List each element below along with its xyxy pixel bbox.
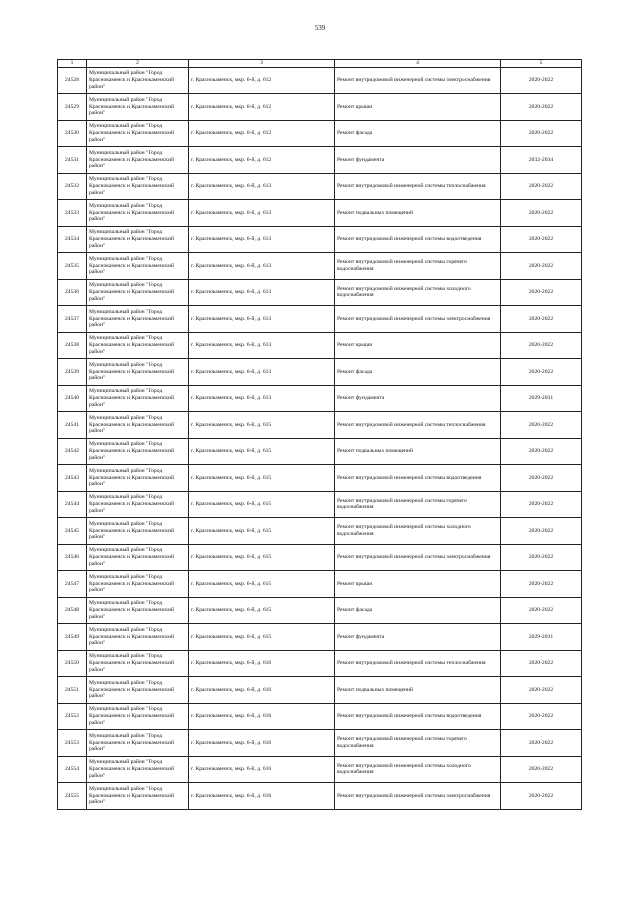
address-cell: г. Краснокаменск, мкр. 6-й, д. 615 [189, 624, 335, 651]
address-cell: г. Краснокаменск, мкр. 6-й, д. 615 [189, 438, 335, 465]
period-cell: 2020-2022 [501, 412, 582, 439]
address-cell: г. Краснокаменск, мкр. 6-й, д. 613 [189, 253, 335, 280]
table-row [58, 279, 582, 306]
table-row [58, 783, 582, 810]
work-type-cell: Ремонт внутридомовой инженерной системы водоотведения [335, 703, 501, 730]
period-cell: 2020-2022 [501, 677, 582, 704]
work-type-cell: Ремонт фундамента [335, 147, 501, 174]
table-row [58, 650, 582, 677]
municipality-cell: Муниципальный район "Город Краснокаменск и Краснокаменский район" [87, 703, 189, 730]
address-cell: г. Краснокаменск, мкр. 6-й, д. 615 [189, 465, 335, 492]
period-cell: 2020-2022 [501, 279, 582, 306]
municipality-cell: Муниципальный район "Город Краснокаменск и Краснокаменский район" [87, 571, 189, 598]
municipality-cell: Муниципальный район "Город Краснокаменск и Краснокаменский район" [87, 200, 189, 227]
column-header-4: 4 [335, 60, 501, 68]
work-type-cell: Ремонт внутридомовой инженерной системы теплоснабжения [335, 650, 501, 677]
table-row [58, 306, 582, 333]
address-cell: г. Краснокаменск, мкр. 6-й, д. 613 [189, 385, 335, 412]
period-cell: 2020-2022 [501, 783, 582, 810]
municipality-cell: Муниципальный район "Город Краснокаменск и Краснокаменский район" [87, 783, 189, 810]
work-type-cell: Ремонт внутридомовой инженерной системы холодного водоснабжения [335, 756, 501, 783]
table-row [58, 518, 582, 545]
municipality-cell: Муниципальный район "Город Краснокаменск и Краснокаменский район" [87, 438, 189, 465]
table-row [58, 120, 582, 147]
municipality-cell: Муниципальный район "Город Краснокаменск и Краснокаменский район" [87, 147, 189, 174]
row-number: 24554 [58, 756, 87, 783]
table-row [58, 253, 582, 280]
table-row [58, 412, 582, 439]
period-cell: 2020-2022 [501, 173, 582, 200]
municipality-cell: Муниципальный район "Город Краснокаменск и Краснокаменский район" [87, 544, 189, 571]
address-cell: г. Краснокаменск, мкр. 6-й, д. 613 [189, 332, 335, 359]
period-cell: 2020-2022 [501, 226, 582, 253]
period-cell: 2020-2022 [501, 438, 582, 465]
table-row [58, 332, 582, 359]
period-cell: 2020-2022 [501, 253, 582, 280]
table-row [58, 703, 582, 730]
municipality-cell: Муниципальный район "Город Краснокаменск и Краснокаменский район" [87, 67, 189, 94]
column-header-5: 5 [501, 60, 582, 68]
row-number: 24551 [58, 677, 87, 704]
municipality-cell: Муниципальный район "Город Краснокаменск и Краснокаменский район" [87, 173, 189, 200]
repair-schedule-table [57, 59, 582, 810]
work-type-cell: Ремонт внутридомовой инженерной системы электроснабжения [335, 783, 501, 810]
period-cell: 2020-2022 [501, 306, 582, 333]
work-type-cell: Ремонт подвальных помещений [335, 677, 501, 704]
municipality-cell: Муниципальный район "Город Краснокаменск и Краснокаменский район" [87, 385, 189, 412]
work-type-cell: Ремонт фасада [335, 597, 501, 624]
work-type-cell: Ремонт фундамента [335, 624, 501, 651]
municipality-cell: Муниципальный район "Город Краснокаменск и Краснокаменский район" [87, 597, 189, 624]
address-cell: г. Краснокаменск, мкр. 6-й, д. 616 [189, 756, 335, 783]
address-cell: г. Краснокаменск, мкр. 6-й, д. 616 [189, 703, 335, 730]
municipality-cell: Муниципальный район "Город Краснокаменск и Краснокаменский район" [87, 120, 189, 147]
address-cell: г. Краснокаменск, мкр. 6-й, д. 613 [189, 279, 335, 306]
municipality-cell: Муниципальный район "Город Краснокаменск и Краснокаменский район" [87, 306, 189, 333]
row-number: 24534 [58, 226, 87, 253]
period-cell: 2020-2022 [501, 200, 582, 227]
row-number: 24549 [58, 624, 87, 651]
row-number: 24541 [58, 412, 87, 439]
address-cell: г. Краснокаменск, мкр. 6-й, д. 613 [189, 226, 335, 253]
row-number: 24535 [58, 253, 87, 280]
table-row [58, 438, 582, 465]
municipality-cell: Муниципальный район "Город Краснокаменск и Краснокаменский район" [87, 279, 189, 306]
municipality-cell: Муниципальный район "Город Краснокаменск и Краснокаменский район" [87, 465, 189, 492]
municipality-cell: Муниципальный район "Город Краснокаменск и Краснокаменский район" [87, 94, 189, 121]
work-type-cell: Ремонт внутридомовой инженерной системы электроснабжения [335, 544, 501, 571]
row-number: 24531 [58, 147, 87, 174]
period-cell: 2020-2022 [501, 544, 582, 571]
table-row [58, 491, 582, 518]
address-cell: г. Краснокаменск, мкр. 6-й, д. 612 [189, 120, 335, 147]
work-type-cell: Ремонт внутридомовой инженерной системы холодного водоснабжения [335, 518, 501, 545]
period-cell: 2020-2022 [501, 465, 582, 492]
row-number: 24530 [58, 120, 87, 147]
row-number: 24543 [58, 465, 87, 492]
address-cell: г. Краснокаменск, мкр. 6-й, д. 613 [189, 200, 335, 227]
work-type-cell: Ремонт внутридомовой инженерной системы горячего водоснабжения [335, 491, 501, 518]
table-header-row [58, 60, 582, 68]
work-type-cell: Ремонт внутридомовой инженерной системы водоотведения [335, 226, 501, 253]
municipality-cell: Муниципальный район "Город Краснокаменск и Краснокаменский район" [87, 491, 189, 518]
work-type-cell: Ремонт фасада [335, 359, 501, 386]
address-cell: г. Краснокаменск, мкр. 6-й, д. 612 [189, 94, 335, 121]
table-row [58, 756, 582, 783]
municipality-cell: Муниципальный район "Город Краснокаменск и Краснокаменский район" [87, 677, 189, 704]
work-type-cell: Ремонт подвальных помещений [335, 438, 501, 465]
period-cell: 2020-2022 [501, 67, 582, 94]
period-cell: 2032-2034 [501, 147, 582, 174]
work-type-cell: Ремонт внутридомовой инженерной системы электроснабжения [335, 67, 501, 94]
period-cell: 2020-2022 [501, 597, 582, 624]
table-row [58, 624, 582, 651]
work-type-cell: Ремонт крыши [335, 571, 501, 598]
work-type-cell: Ремонт подвальных помещений [335, 200, 501, 227]
address-cell: г. Краснокаменск, мкр. 6-й, д. 612 [189, 67, 335, 94]
period-cell: 2020-2022 [501, 491, 582, 518]
table-row [58, 94, 582, 121]
column-header-1: 1 [58, 60, 87, 68]
table-row [58, 544, 582, 571]
row-number: 24548 [58, 597, 87, 624]
work-type-cell: Ремонт фасада [335, 120, 501, 147]
row-number: 24528 [58, 67, 87, 94]
period-cell: 2020-2022 [501, 120, 582, 147]
work-type-cell: Ремонт внутридомовой инженерной системы горячего водоснабжения [335, 730, 501, 757]
address-cell: г. Краснокаменск, мкр. 6-й, д. 616 [189, 730, 335, 757]
row-number: 24552 [58, 703, 87, 730]
row-number: 24533 [58, 200, 87, 227]
address-cell: г. Краснокаменск, мкр. 6-й, д. 616 [189, 783, 335, 810]
municipality-cell: Муниципальный район "Город Краснокаменск и Краснокаменский район" [87, 226, 189, 253]
table-row [58, 359, 582, 386]
municipality-cell: Муниципальный район "Город Краснокаменск и Краснокаменский район" [87, 650, 189, 677]
row-number: 24542 [58, 438, 87, 465]
work-type-cell: Ремонт фундамента [335, 385, 501, 412]
row-number: 24547 [58, 571, 87, 598]
work-type-cell: Ремонт внутридомовой инженерной системы теплоснабжения [335, 173, 501, 200]
municipality-cell: Муниципальный район "Город Краснокаменск и Краснокаменский район" [87, 359, 189, 386]
period-cell: 2020-2022 [501, 94, 582, 121]
row-number: 24545 [58, 518, 87, 545]
row-number: 24550 [58, 650, 87, 677]
municipality-cell: Муниципальный район "Город Краснокаменск и Краснокаменский район" [87, 624, 189, 651]
page-number: 539 [314, 24, 326, 32]
period-cell: 2020-2022 [501, 703, 582, 730]
row-number: 24538 [58, 332, 87, 359]
table-row [58, 571, 582, 598]
row-number: 24529 [58, 94, 87, 121]
work-type-cell: Ремонт внутридомовой инженерной системы теплоснабжения [335, 412, 501, 439]
row-number: 24555 [58, 783, 87, 810]
municipality-cell: Муниципальный район "Город Краснокаменск и Краснокаменский район" [87, 756, 189, 783]
address-cell: г. Краснокаменск, мкр. 6-й, д. 615 [189, 571, 335, 598]
table-row [58, 173, 582, 200]
municipality-cell: Муниципальный район "Город Краснокаменск и Краснокаменский район" [87, 412, 189, 439]
period-cell: 2020-2022 [501, 571, 582, 598]
period-cell: 2020-2022 [501, 650, 582, 677]
period-cell: 2020-2022 [501, 359, 582, 386]
period-cell: 2020-2022 [501, 518, 582, 545]
table-row [58, 465, 582, 492]
table-row [58, 147, 582, 174]
table-row [58, 385, 582, 412]
period-cell: 2020-2022 [501, 730, 582, 757]
municipality-cell: Муниципальный район "Город Краснокаменск и Краснокаменский район" [87, 730, 189, 757]
row-number: 24544 [58, 491, 87, 518]
table-row [58, 67, 582, 94]
table-body [58, 67, 582, 809]
address-cell: г. Краснокаменск, мкр. 6-й, д. 613 [189, 173, 335, 200]
address-cell: г. Краснокаменск, мкр. 6-й, д. 615 [189, 491, 335, 518]
row-number: 24537 [58, 306, 87, 333]
address-cell: г. Краснокаменск, мкр. 6-й, д. 615 [189, 412, 335, 439]
row-number: 24540 [58, 385, 87, 412]
row-number: 24553 [58, 730, 87, 757]
work-type-cell: Ремонт крыши [335, 332, 501, 359]
row-number: 24539 [58, 359, 87, 386]
municipality-cell: Муниципальный район "Город Краснокаменск и Краснокаменский район" [87, 253, 189, 280]
address-cell: г. Краснокаменск, мкр. 6-й, д. 615 [189, 597, 335, 624]
row-number: 24532 [58, 173, 87, 200]
period-cell: 2020-2022 [501, 332, 582, 359]
work-type-cell: Ремонт внутридомовой инженерной системы холодного водоснабжения [335, 279, 501, 306]
table-row [58, 730, 582, 757]
address-cell: г. Краснокаменск, мкр. 6-й, д. 612 [189, 147, 335, 174]
address-cell: г. Краснокаменск, мкр. 6-й, д. 616 [189, 650, 335, 677]
work-type-cell: Ремонт внутридомовой инженерной системы электроснабжения [335, 306, 501, 333]
period-cell: 2029-2031 [501, 385, 582, 412]
column-header-2: 2 [87, 60, 189, 68]
period-cell: 2029-2031 [501, 624, 582, 651]
work-type-cell: Ремонт крыши [335, 94, 501, 121]
address-cell: г. Краснокаменск, мкр. 6-й, д. 615 [189, 518, 335, 545]
address-cell: г. Краснокаменск, мкр. 6-й, д. 616 [189, 677, 335, 704]
column-header-3: 3 [189, 60, 335, 68]
table-row [58, 226, 582, 253]
work-type-cell: Ремонт внутридомовой инженерной системы водоотведения [335, 465, 501, 492]
municipality-cell: Муниципальный район "Город Краснокаменск и Краснокаменский район" [87, 332, 189, 359]
address-cell: г. Краснокаменск, мкр. 6-й, д. 615 [189, 544, 335, 571]
table-row [58, 677, 582, 704]
table-row [58, 597, 582, 624]
work-type-cell: Ремонт внутридомовой инженерной системы горячего водоснабжения [335, 253, 501, 280]
address-cell: г. Краснокаменск, мкр. 6-й, д. 613 [189, 359, 335, 386]
period-cell: 2020-2022 [501, 756, 582, 783]
table-row [58, 200, 582, 227]
municipality-cell: Муниципальный район "Город Краснокаменск и Краснокаменский район" [87, 518, 189, 545]
address-cell: г. Краснокаменск, мкр. 6-й, д. 613 [189, 306, 335, 333]
row-number: 24536 [58, 279, 87, 306]
row-number: 24546 [58, 544, 87, 571]
